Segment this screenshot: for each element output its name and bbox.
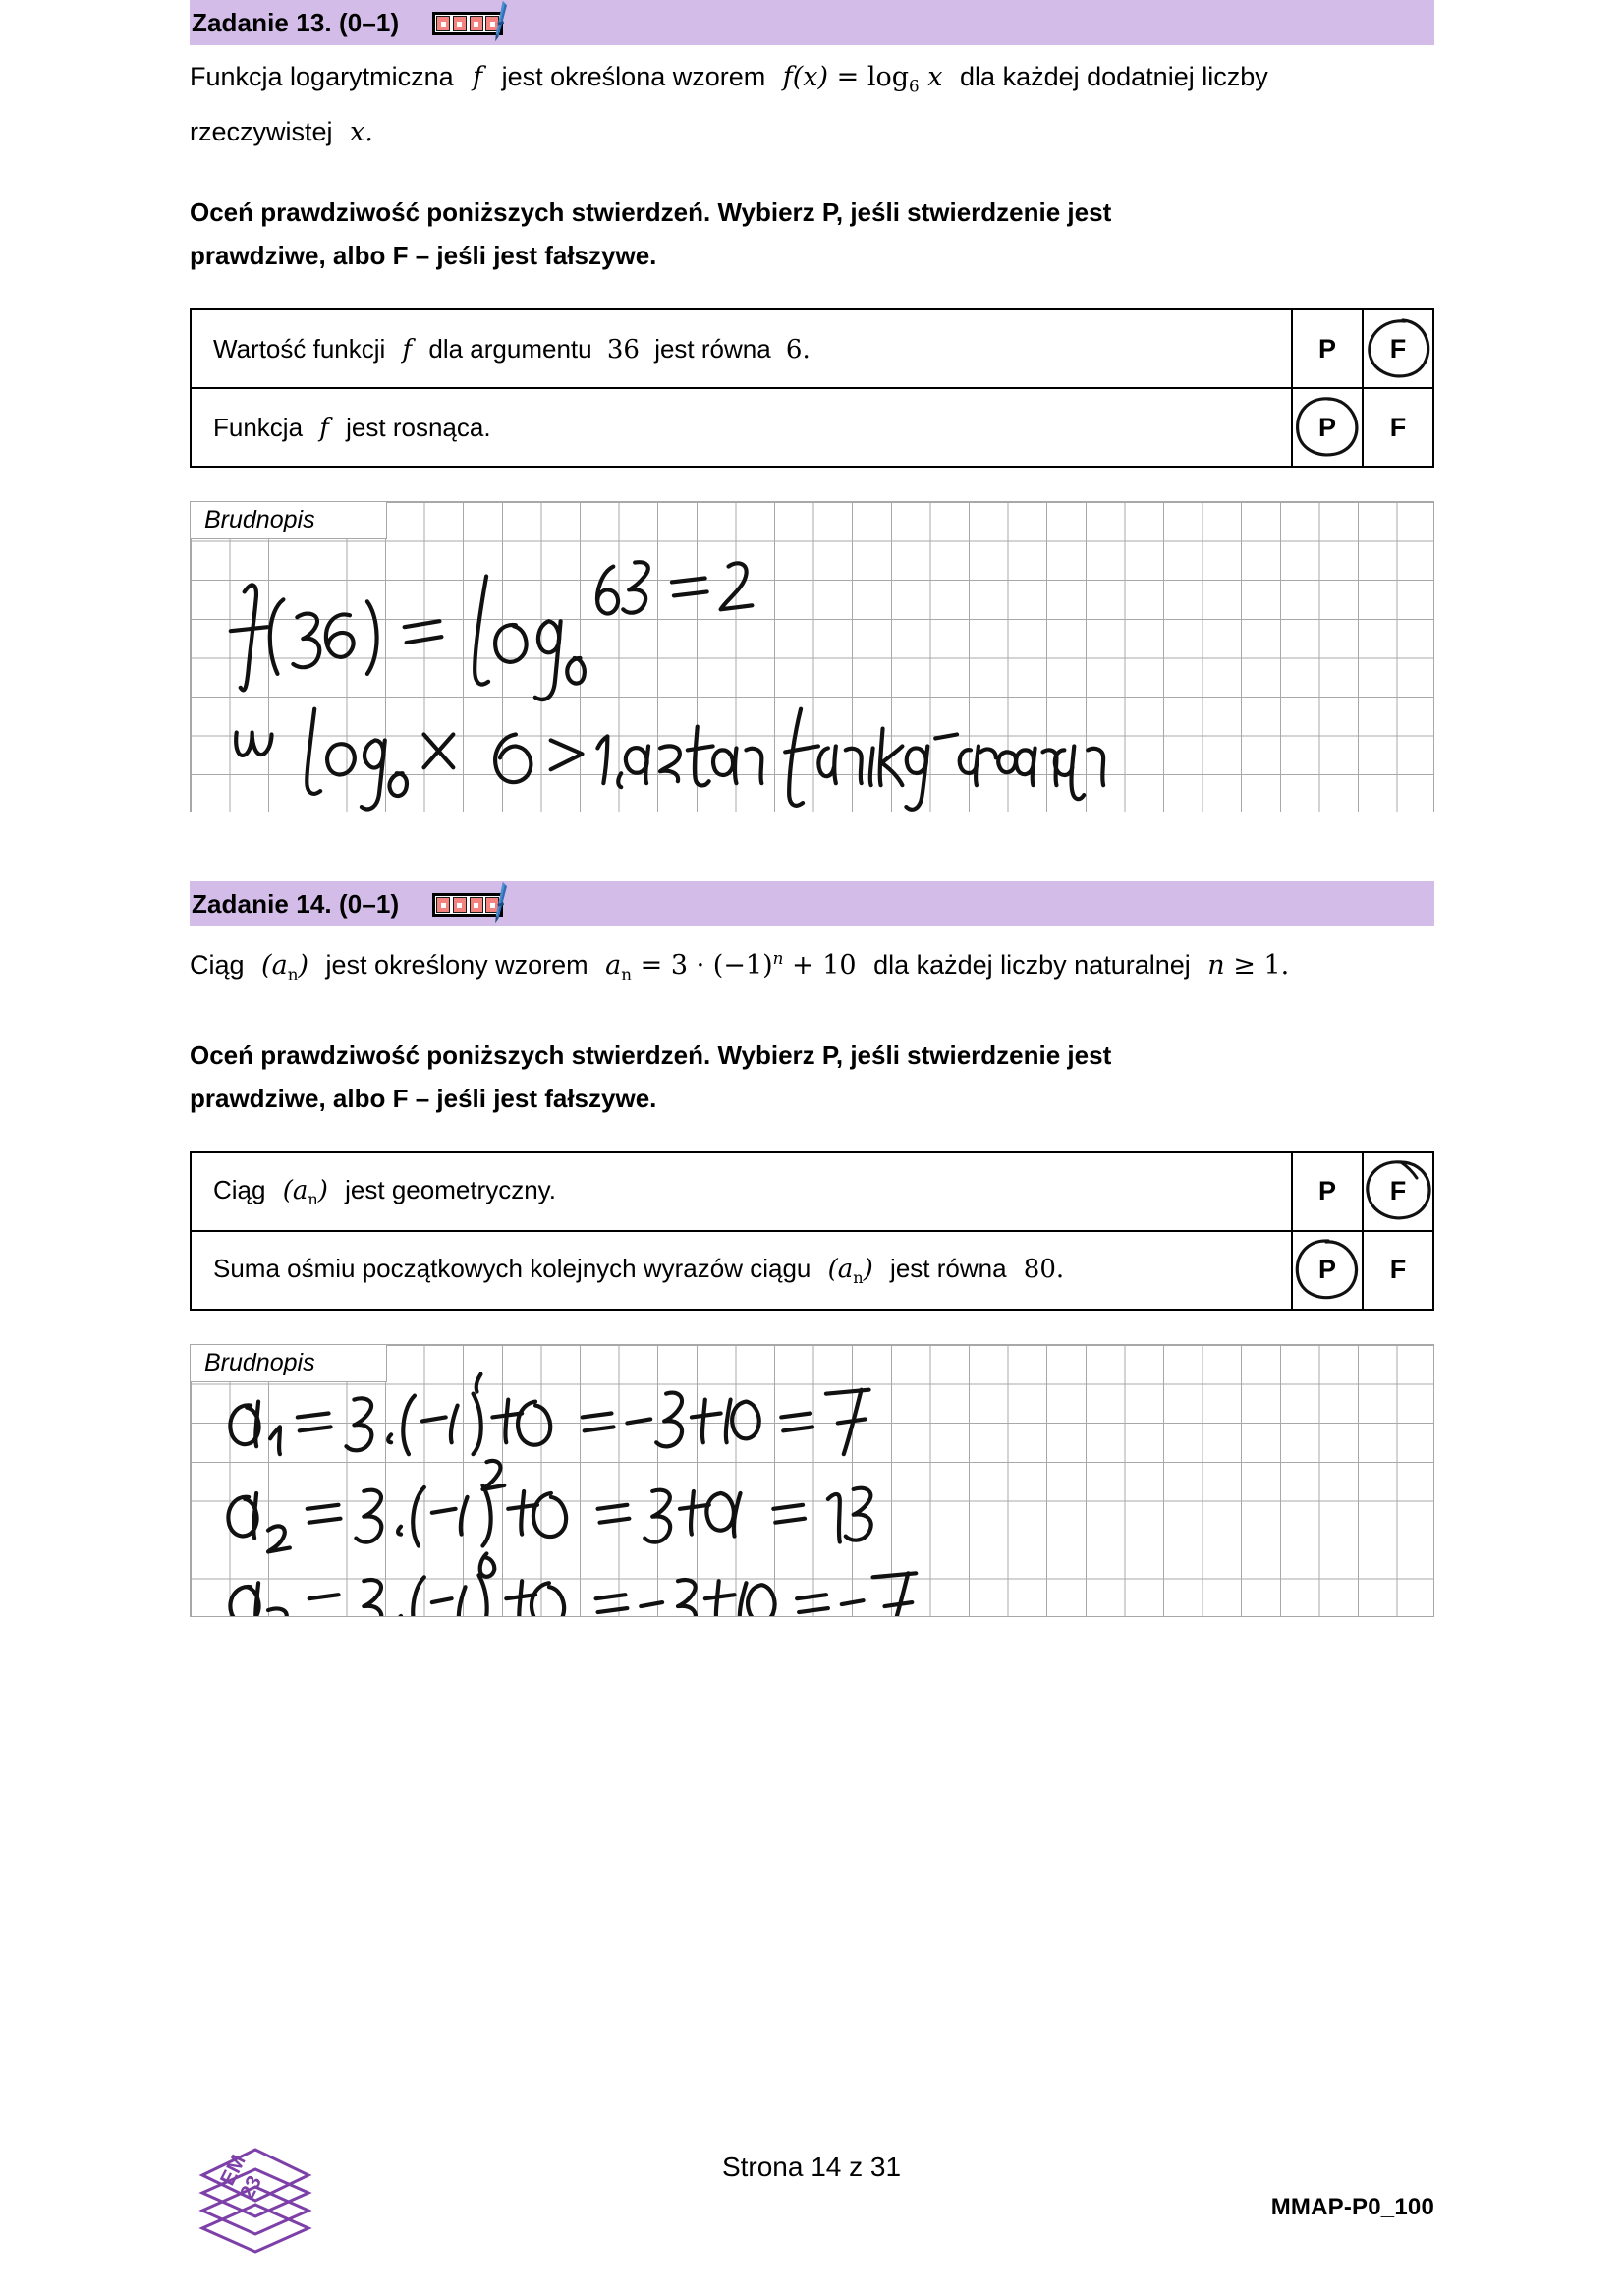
task-13-answer-table (190, 308, 1434, 468)
cell-text: jest równa (654, 333, 771, 364)
task-13-scratchpad (190, 501, 1434, 812)
task-14-row-2-option-f[interactable]: F (1363, 1231, 1433, 1310)
task-13-statement-line-2 (190, 109, 1434, 155)
task-13-header (190, 0, 1434, 45)
option-label: P (1317, 1255, 1336, 1285)
stmt-text: rzeczywistej (190, 117, 333, 147)
cell-text: jest rosnąca. (346, 412, 491, 442)
log-formula: $f(x) = \log_6 x$ (782, 62, 943, 96)
task-13-handwriting (191, 502, 1433, 812)
table-row (191, 1231, 1433, 1310)
function-symbol-f: f (402, 334, 413, 364)
cell-text: jest geometryczny. (345, 1174, 556, 1204)
page-footer (0, 2142, 1623, 2279)
cell-text: Funkcja (213, 412, 304, 442)
blue-pen-icon (493, 878, 507, 927)
task-14-row-2-option-p[interactable] (1292, 1231, 1363, 1310)
four-boxes-marker-icon (432, 9, 507, 36)
sequence-formula: $a_n = 3 \cdot (-1)^n + 10$ (605, 948, 857, 984)
cell-text: Wartość funkcji (213, 333, 386, 364)
task-14-header (190, 881, 1434, 926)
stmt-text: jest określona wzorem (501, 62, 766, 91)
stmt-text: dla każdej dodatniej liczby (960, 62, 1268, 91)
marker-box (470, 16, 483, 31)
marker-box (453, 16, 467, 31)
blue-pen-icon (493, 0, 507, 46)
option-label: F (1389, 333, 1407, 364)
marker-box (453, 897, 467, 913)
sequence-symbol: $(a_n)$ (827, 1254, 873, 1287)
task-14-row-1-option-p[interactable]: P (1292, 1152, 1363, 1231)
four-boxes-marker-icon (432, 890, 507, 918)
cell-text: Suma ośmiu początkowych kolejnych wyrazów ciągu (213, 1253, 812, 1283)
task-13-statement-1 (191, 309, 1292, 388)
table-row (191, 1152, 1433, 1231)
cell-value: 6. (785, 334, 811, 364)
logo-text-year: 23 (235, 2172, 267, 2204)
task-13-row-1-option-p[interactable]: P (1292, 309, 1363, 388)
function-symbol-f: f (473, 62, 483, 92)
marker-box (470, 897, 483, 913)
cell-value: 36 (606, 334, 640, 364)
marker-box (436, 16, 450, 31)
task-13-instruction-line-2: prawdziwe, albo F – jeśli jest fałszywe. (190, 241, 657, 271)
variable-x: x. (350, 117, 373, 148)
task-13-row-1-option-f[interactable] (1363, 309, 1433, 388)
task-14-instruction-line-1: Oceń prawdziwość poniższych stwierdzeń. Wybierz P, jeśli stwierdzenie jest (190, 1039, 1112, 1070)
task-13-statement-2 (191, 388, 1292, 467)
stmt-text: Funkcja logarytmiczna (190, 62, 454, 91)
option-label: F (1389, 1176, 1407, 1206)
task-14-title: Zadanie 14. (0–1) (192, 888, 400, 919)
stmt-text: dla każdej liczby naturalnej (873, 950, 1191, 980)
n-condition: n ≥ 1. (1207, 950, 1290, 981)
task-14-statement (190, 935, 1434, 997)
task-14-answer-table (190, 1151, 1434, 1311)
task-13-row-2-option-p[interactable] (1292, 388, 1363, 467)
page-number: Strona 14 z 31 (721, 2152, 902, 2182)
cell-text: dla argumentu (428, 333, 592, 364)
task-13-row-2-option-f[interactable]: F (1363, 388, 1433, 467)
scratchpad-label: Brudnopis (191, 502, 387, 539)
sequence-symbol: $(a_n)$ (282, 1175, 328, 1208)
marker-box (436, 897, 450, 913)
option-label: P (1317, 412, 1336, 442)
page-content (190, 0, 1434, 1617)
logo-text-em: EM (215, 2151, 251, 2190)
sequence-symbol: $(a_n)$ (261, 950, 309, 984)
stmt-text: Ciąg (190, 950, 245, 980)
cell-text: Ciąg (213, 1174, 266, 1204)
table-row (191, 309, 1433, 388)
stmt-text: jest określony wzorem (325, 950, 588, 980)
task-14-statement-2 (191, 1231, 1292, 1310)
function-symbol-f: f (319, 413, 329, 443)
task-14-row-1-option-f[interactable] (1363, 1152, 1433, 1231)
table-row (191, 388, 1433, 467)
task-14-handwriting (191, 1345, 1433, 1616)
cell-value: 80. (1023, 1254, 1065, 1284)
task-14-scratchpad (190, 1344, 1434, 1617)
task-13-title: Zadanie 13. (0–1) (192, 7, 400, 37)
cell-text: jest równa (890, 1253, 1007, 1283)
document-code: MMAP-P0_100 (1270, 2194, 1434, 2220)
task-13-instruction-line-1: Oceń prawdziwość poniższych stwierdzeń. Wybierz P, jeśli stwierdzenie jest (190, 197, 1112, 228)
task-13-statement-line-1 (190, 54, 1434, 109)
task-14-instruction-line-2: prawdziwe, albo F – jeśli jest fałszywe. (190, 1083, 657, 1113)
scratchpad-label: Brudnopis (191, 1345, 387, 1382)
task-14-statement-1 (191, 1152, 1292, 1231)
